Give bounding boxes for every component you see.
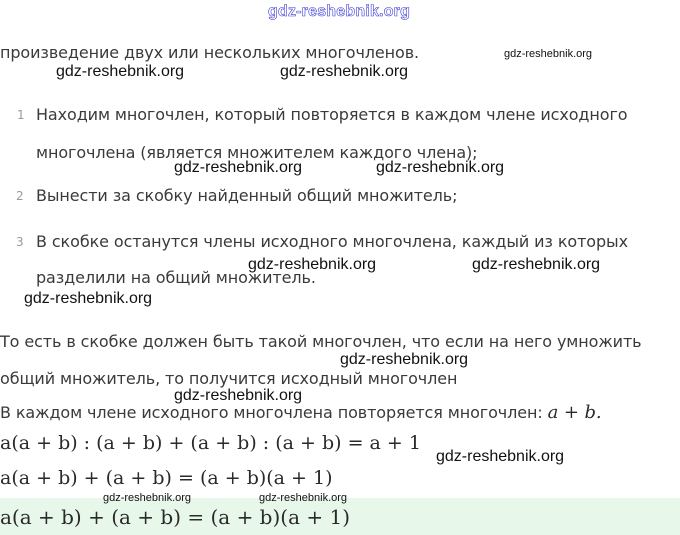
- equation: a(a + b) : (a + b) + (a + b) : (a + b) = a + 1: [0, 432, 421, 454]
- paragraph-text: В каждом члене исходного многочлена повторяется многочлен:: [0, 403, 543, 422]
- watermark: gdz-reshebnik.org: [103, 492, 192, 504]
- watermark: gdz-reshebnik.org: [174, 159, 303, 176]
- watermark: gdz-reshebnik.org: [280, 63, 409, 80]
- step-text: В скобке останутся члены исходного многочлена, каждый из которых: [36, 232, 628, 251]
- watermark: gdz-reshebnik.org: [376, 159, 505, 176]
- answer-equation: a(a + b) + (a + b) = (a + b)(a + 1): [0, 505, 351, 529]
- step-number: 3: [16, 235, 24, 249]
- watermark: gdz-reshebnik.org: [504, 48, 593, 60]
- step-text: Находим многочлен, который повторяется в каждом члене исходного: [36, 105, 628, 124]
- watermark: gdz-reshebnik.org: [472, 256, 601, 273]
- step-number: 2: [16, 189, 24, 203]
- watermark: gdz-reshebnik.org: [56, 63, 185, 80]
- watermark: gdz-reshebnik.org: [174, 387, 303, 404]
- watermark: gdz-reshebnik.org: [24, 290, 153, 307]
- top-watermark: gdz-reshebnik.org: [268, 3, 411, 20]
- step-text-continued: разделили на общий множитель.: [36, 268, 316, 287]
- watermark: gdz-reshebnik.org: [248, 256, 377, 273]
- paragraph-line: общий множитель, то получится исходный многочлен: [0, 369, 458, 388]
- intro-text: произведение двух или нескольких многочленов.: [0, 43, 420, 62]
- watermark: gdz-reshebnik.org: [340, 351, 469, 368]
- watermark: gdz-reshebnik.org: [259, 492, 348, 504]
- watermark: gdz-reshebnik.org: [436, 448, 565, 465]
- paragraph-line: То есть в скобке должен быть такой многочлен, что если на него умножить: [0, 332, 642, 351]
- inline-math: a + b.: [547, 402, 602, 423]
- step-text: Вынести за скобку найденный общий множитель;: [36, 186, 458, 205]
- paragraph-line: [0, 402, 602, 423]
- step-text-continued: многочлена (является множителем каждого члена);: [36, 143, 478, 162]
- step-number: 1: [17, 108, 25, 122]
- equation: a(a + b) + (a + b) = (a + b)(a + 1): [0, 467, 333, 489]
